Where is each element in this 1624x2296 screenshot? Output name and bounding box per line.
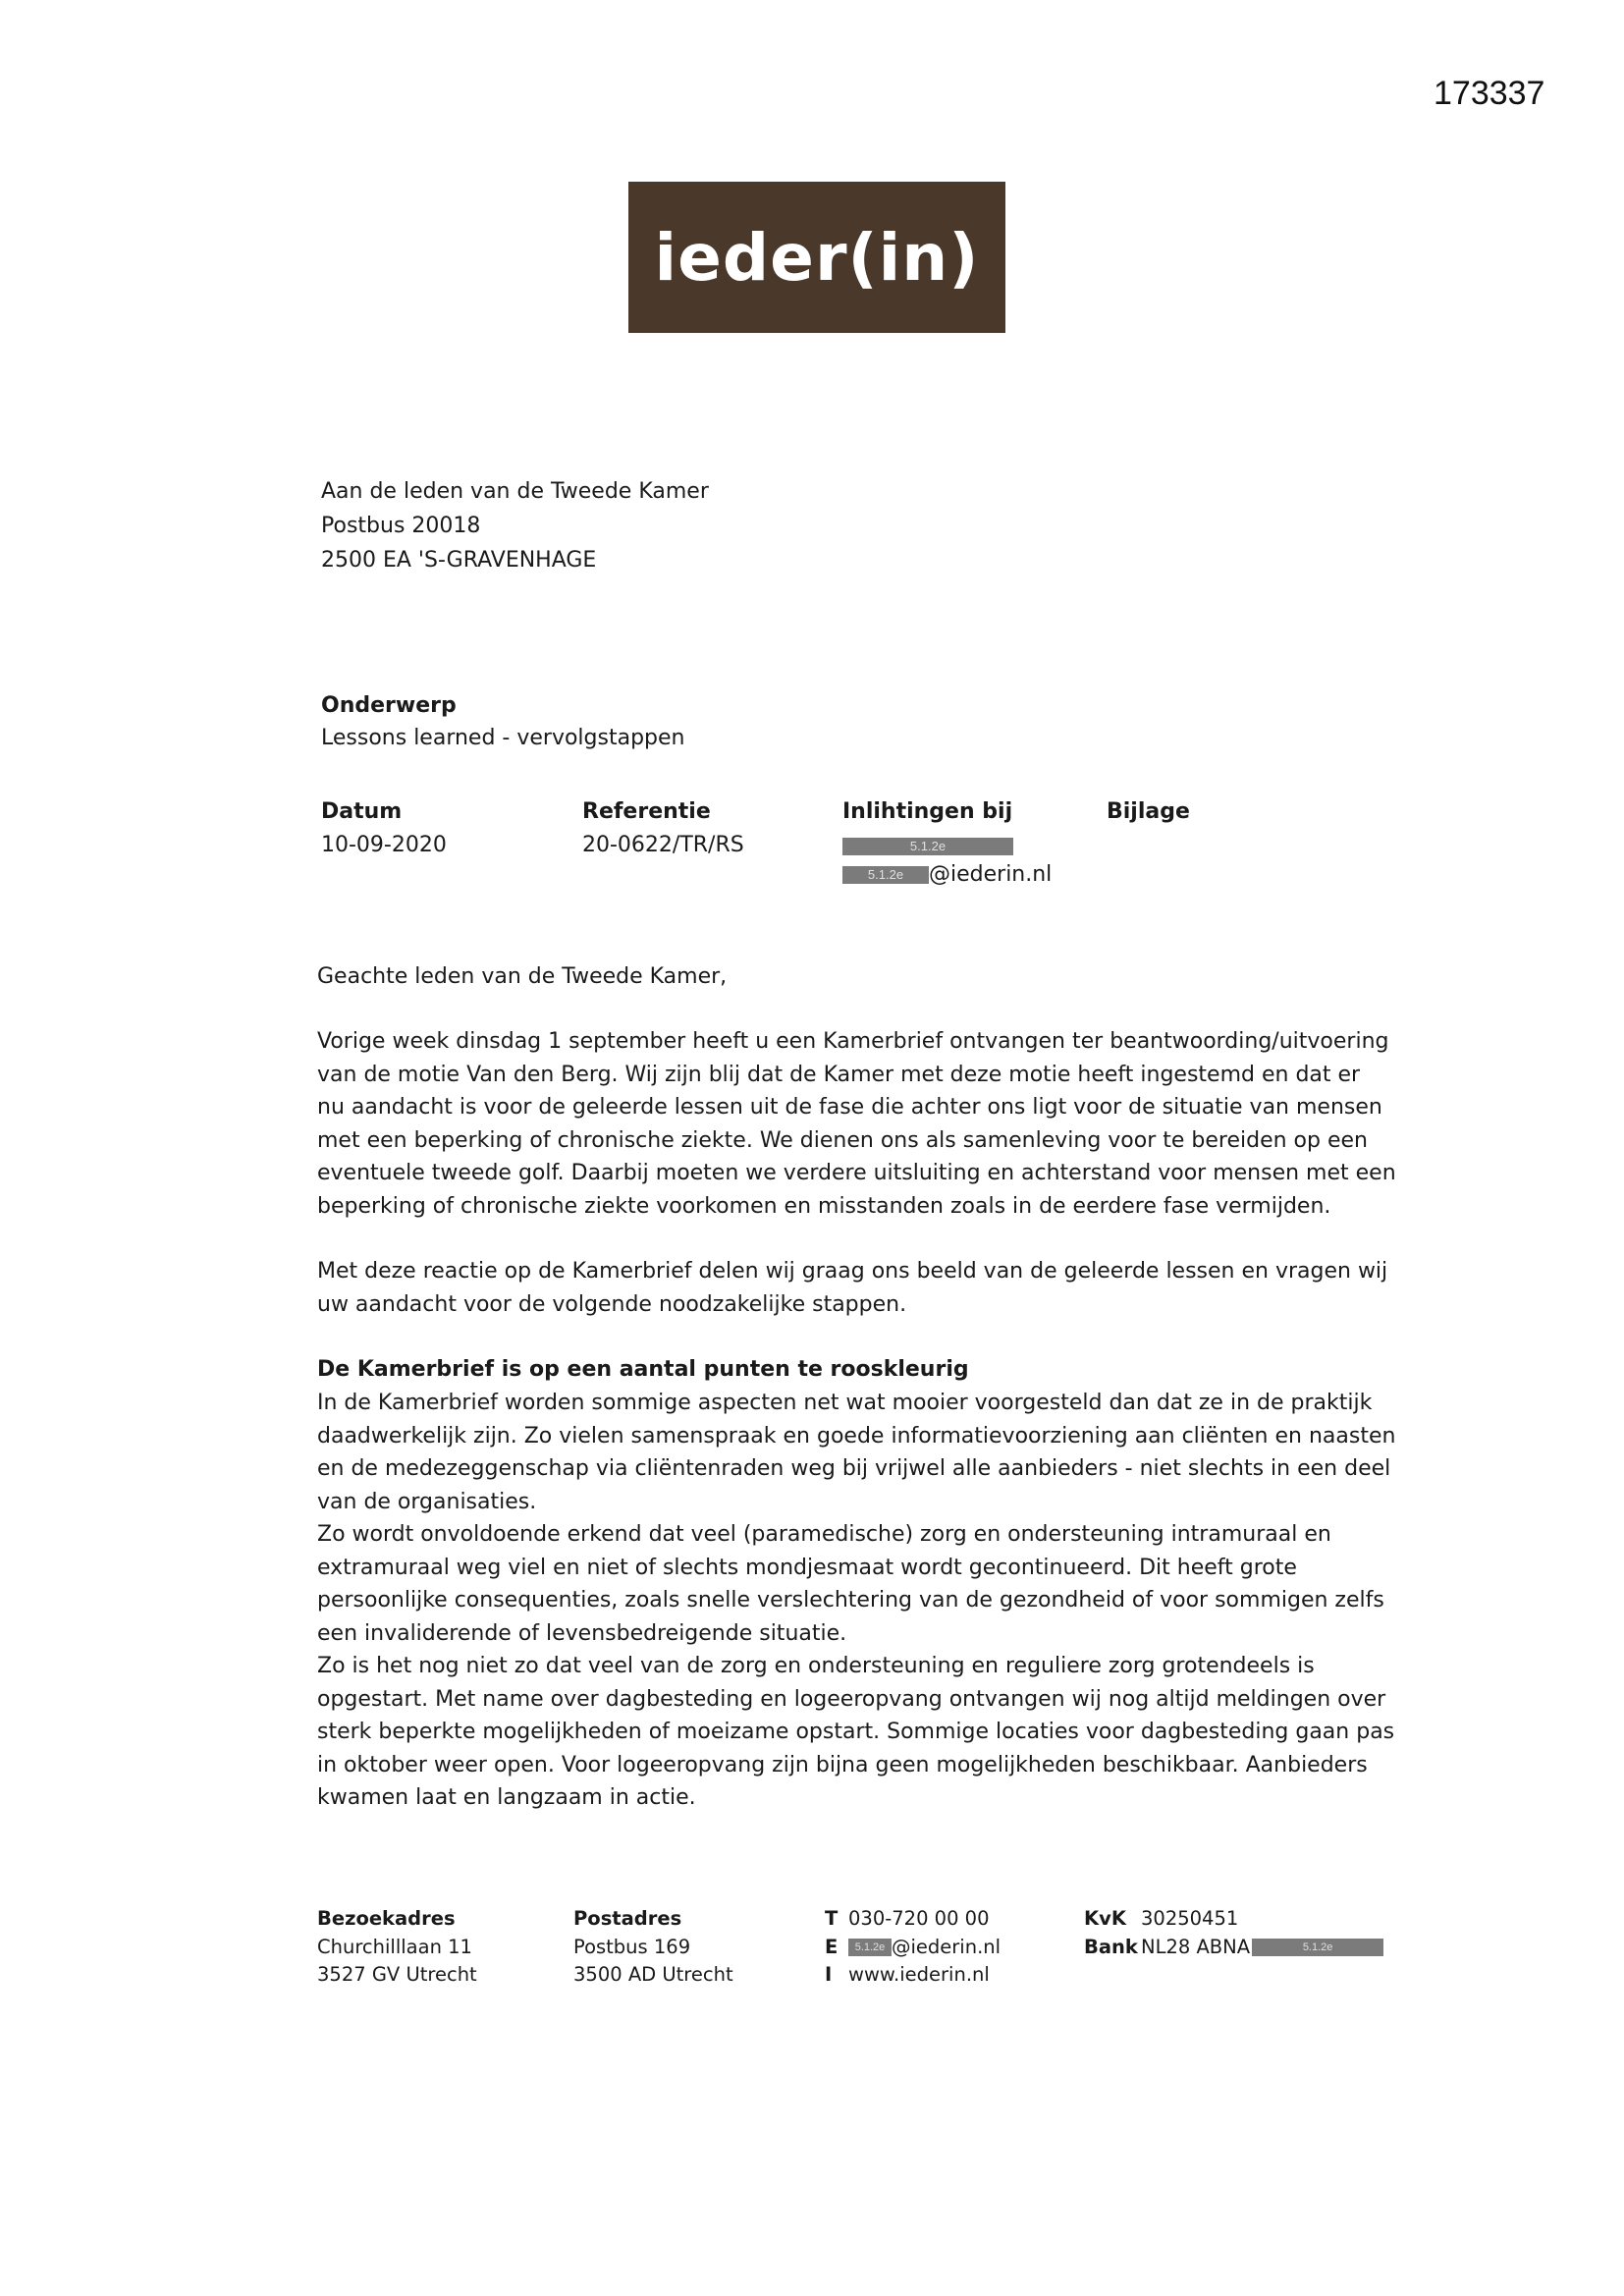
- subject-value: Lessons learned - vervolgstappen: [321, 726, 685, 750]
- inlichtingen-label: Inlihtingen bij: [842, 799, 1013, 824]
- footer-e-label: E: [825, 1935, 839, 1958]
- footer-bezoek-label: Bezoekadres: [317, 1907, 456, 1930]
- referentie-label: Referentie: [582, 799, 711, 824]
- paragraph-3-line: een invaliderende of levensbedreigende situatie.: [317, 1620, 847, 1646]
- footer-email-row: [825, 1934, 1001, 1962]
- paragraph-3-line: opgestart. Met name over dagbesteding en logeeropvang ontvangen wij nog altijd meldingen over: [317, 1686, 1386, 1712]
- paragraph-3-line: daadwerkelijk zijn. Zo vielen samenspraak en goede informatievoorziening aan cliënten en naasten: [317, 1423, 1396, 1449]
- paragraph-3-line: en de medezeggenschap via cliëntenraden weg bij vrijwel alle aanbieders - niet slechts in een deel: [317, 1456, 1391, 1481]
- paragraph-3-line: Zo wordt onvoldoende erkend dat veel (paramedische) zorg en ondersteuning intramuraal en: [317, 1522, 1331, 1547]
- footer-postadres: [573, 1905, 733, 1990]
- footer-bezoekadres: [317, 1905, 477, 1990]
- footer-phone-row: [825, 1905, 1001, 1934]
- section-heading: De Kamerbrief is op een aantal punten te rooskleurig: [317, 1357, 969, 1382]
- footer-post-label: Postadres: [573, 1907, 682, 1930]
- address-line-1: Aan de leden van de Tweede Kamer: [321, 479, 709, 504]
- paragraph-1-line: nu aandacht is voor de geleerde lessen uit de fase die achter ons ligt voor de situatie van mensen: [317, 1095, 1382, 1120]
- paragraph-3-line: Zo is het nog niet zo dat veel van de zorg en ondersteuning en reguliere zorg grotendeels is: [317, 1654, 1315, 1678]
- redacted-bank-number: 5.1.2e: [1252, 1939, 1383, 1956]
- paragraph-1-line: beperking of chronische ziekte voorkomen en misstanden zoals in de eerdere fase vermijden.: [317, 1193, 1331, 1219]
- document-number: 173337: [1434, 75, 1545, 112]
- datum-value: 10-09-2020: [321, 833, 447, 857]
- footer-post-line: Postbus 169: [573, 1935, 691, 1958]
- paragraph-3-line: sterk beperkte mogelijkheden of moeizame opstart. Sommige locaties voor dagbesteding gaan pas: [317, 1720, 1395, 1744]
- footer-kvk-row: [1084, 1905, 1383, 1934]
- paragraph-1-line: eventuele tweede golf. Daarbij moeten we verdere uitsluiting en achterstand voor mensen met een: [317, 1161, 1396, 1185]
- footer-bank-value: NL28 ABNA: [1141, 1935, 1251, 1958]
- subject-label: Onderwerp: [321, 693, 457, 718]
- redacted-email-user: 5.1.2e: [842, 866, 929, 884]
- paragraph-2-line: Met deze reactie op de Kamerbrief delen wij graag ons beeld van de geleerde lessen en vragen wij: [317, 1259, 1388, 1284]
- footer-bezoek-line: 3527 GV Utrecht: [317, 1963, 477, 1986]
- footer-i-label: I: [825, 1963, 833, 1986]
- paragraph-3-line: in oktober weer open. Voor logeeropvang zijn bijna geen mogelijkheden beschikbaar. Aanbieders: [317, 1752, 1368, 1777]
- address-line-3: 2500 EA 'S-GRAVENHAGE: [321, 548, 597, 573]
- redacted-name: 5.1.2e: [842, 838, 1013, 855]
- footer-bank-row: [1084, 1934, 1383, 1962]
- footer-web-row: [825, 1961, 1001, 1990]
- referentie-value: 20-0622/TR/RS: [582, 833, 744, 857]
- paragraph-3-line: persoonlijke consequenties, zoals snelle verslechtering van de gezondheid of voor sommigen zelfs: [317, 1588, 1384, 1613]
- footer-website: www.iederin.nl: [848, 1963, 990, 1986]
- footer-bezoek-line: Churchilllaan 11: [317, 1935, 472, 1958]
- bijlage-label: Bijlage: [1107, 799, 1190, 824]
- paragraph-1-line: met een beperking of chronische ziekte. We dienen ons als samenleving voor te bereiden op een: [317, 1127, 1368, 1153]
- footer-kvk-label: KvK: [1084, 1907, 1126, 1930]
- footer-post-line: 3500 AD Utrecht: [573, 1963, 733, 1986]
- redacted-footer-email-user: 5.1.2e: [848, 1939, 892, 1956]
- paragraph-1-line: Vorige week dinsdag 1 september heeft u een Kamerbrief ontvangen ter beantwoording/uitvoering: [317, 1029, 1389, 1054]
- salutation: Geachte leden van de Tweede Kamer,: [317, 964, 728, 989]
- footer-registration: [1084, 1905, 1383, 1961]
- paragraph-3: [317, 1387, 1396, 1815]
- footer-kvk-value: 30250451: [1141, 1907, 1239, 1930]
- footer-bank-label: Bank: [1084, 1935, 1138, 1958]
- footer-t-label: T: [825, 1907, 839, 1930]
- datum-label: Datum: [321, 799, 403, 824]
- paragraph-3-line: In de Kamerbrief worden sommige aspecten net wat mooier voorgesteld dan dat ze in de praktijk: [317, 1391, 1373, 1415]
- footer-contact: [825, 1905, 1001, 1990]
- address-line-2: Postbus 20018: [321, 514, 481, 538]
- inlichtingen-email-row: [842, 858, 1052, 892]
- paragraph-3-line: kwamen laat en langzaam in actie.: [317, 1785, 696, 1810]
- paragraph-3-line: extramuraal weg viel en niet of slechts mondjesmaat wordt gecontinueerd. Dit heeft grote: [317, 1555, 1297, 1580]
- footer-phone: 030-720 00 00: [848, 1907, 990, 1930]
- footer-email-suffix: @iederin.nl: [892, 1935, 1001, 1958]
- paragraph-2: [317, 1255, 1387, 1321]
- paragraph-2-line: uw aandacht voor de volgende noodzakelijke stappen.: [317, 1291, 907, 1317]
- paragraph-1: [317, 1025, 1396, 1223]
- iederin-logo: [628, 182, 1005, 333]
- logo-text: ieder(in): [654, 219, 980, 296]
- paragraph-3-line: van de organisaties.: [317, 1489, 537, 1514]
- paragraph-1-line: van de motie Van den Berg. Wij zijn blij dat de Kamer met deze motie heeft ingestemd en dat er: [317, 1062, 1361, 1087]
- inlichtingen-email-suffix: @iederin.nl: [929, 862, 1053, 887]
